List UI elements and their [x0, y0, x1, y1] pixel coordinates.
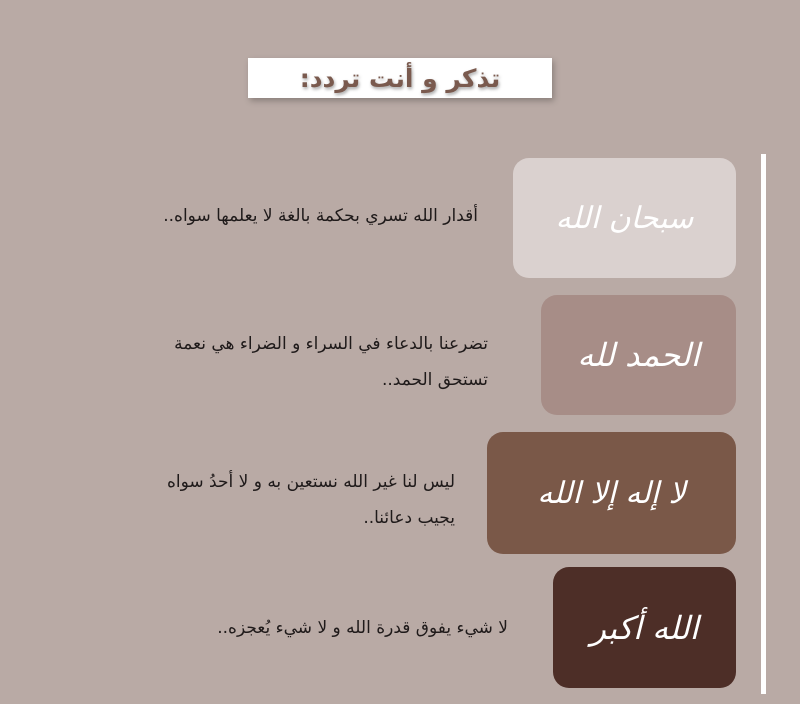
phrase-calligraphy: سبحان الله: [555, 200, 694, 236]
page-title: تذكر و أنت تردد:: [299, 63, 501, 93]
phrase-card-alhamdulillah: [541, 295, 736, 415]
phrase-description: [28, 326, 488, 398]
phrase-description: [48, 610, 508, 646]
description-line: تستحق الحمد..: [381, 370, 488, 390]
timeline-line: [761, 154, 766, 694]
phrase-description: [25, 464, 455, 536]
title-banner: [248, 58, 552, 98]
description-line: يجيب دعائنا..: [363, 508, 455, 528]
phrase-calligraphy: الحمد لله: [577, 336, 700, 374]
phrase-calligraphy: لا إله إلا الله: [537, 475, 686, 511]
phrase-card-subhanallah: [513, 158, 736, 278]
description-line: تضرعنا بالدعاء في السراء و الضراء هي نعمة: [174, 334, 488, 354]
phrase-card-la-ilaha-illallah: [487, 432, 736, 554]
phrase-description: [18, 198, 478, 234]
description-line: ليس لنا غير الله نستعين به و لا أحدُ سواه: [166, 472, 455, 492]
description-line: أقدار الله تسري بحكمة بالغة لا يعلمها سواه..: [163, 206, 478, 226]
phrase-card-allahu-akbar: [553, 567, 736, 688]
description-line: لا شيء يفوق قدرة الله و لا شيء يُعجزه..: [217, 618, 508, 638]
phrase-calligraphy: الله أكبر: [590, 608, 699, 647]
